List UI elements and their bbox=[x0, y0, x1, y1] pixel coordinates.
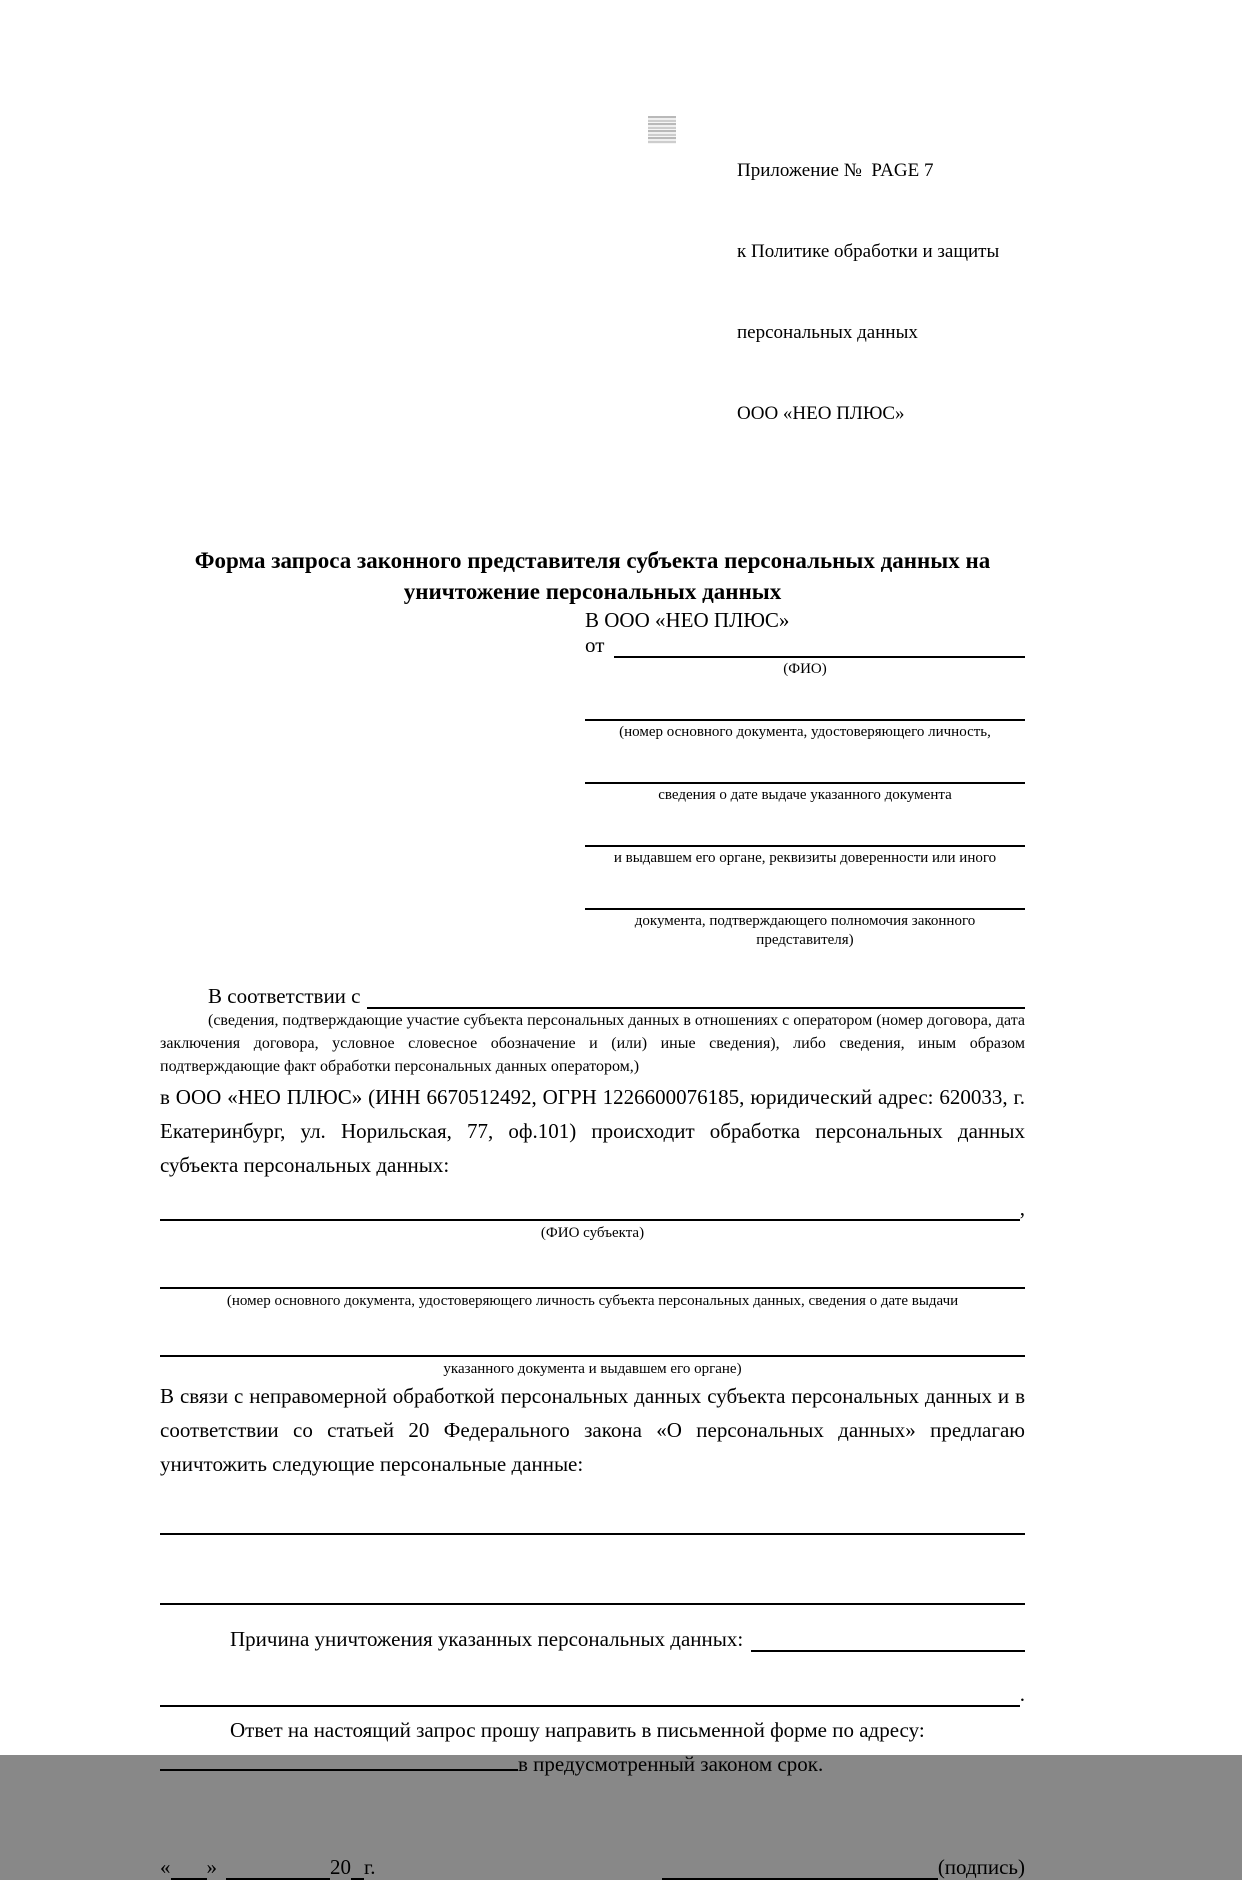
from-label: от bbox=[585, 633, 605, 657]
reason-row bbox=[160, 1627, 1025, 1652]
subject-doc-blank-line[interactable] bbox=[160, 1259, 1025, 1289]
doc-issue-date-caption: сведения о дате выдаче указанного документа bbox=[658, 787, 952, 803]
subject-fio-blank-line[interactable] bbox=[160, 1199, 1020, 1221]
appendix-line-2: к Политике обработки и защиты bbox=[737, 241, 1000, 262]
reason-blank-line-2[interactable] bbox=[160, 1685, 1020, 1707]
subject-fio-row bbox=[160, 1196, 1025, 1221]
operator-paragraph: в ООО «НЕО ПЛЮС» (ИНН 6670512492, ОГРН 1226600076185, юридический адрес: 620033, г. Екатеринбург, ул. Норильская, 77, оф.101) происходит обработка персональных данных субъекта персональных данных: bbox=[160, 1085, 1025, 1177]
data-to-destroy-lines bbox=[160, 1505, 1025, 1605]
reply-address-blank-line[interactable] bbox=[160, 1749, 518, 1771]
subject-fields bbox=[160, 1196, 1025, 1379]
addressee-company: В ООО «НЕО ПЛЮС» bbox=[585, 608, 790, 632]
accordance-note: (сведения, подтверждающие участие субъекта персональных данных в отношениях с оператором (номер договора, дата заключения договора, условное словесное обозначение и (или) иные сведения), либо сведения, иным образом подтверждающие факт обработки персональных данных оператором,) bbox=[160, 1012, 1026, 1075]
reply-paragraph bbox=[160, 1713, 1025, 1781]
accordance-blank-line[interactable] bbox=[367, 987, 1026, 1009]
doc-authority-caption: и выдавшем его органе, реквизиты доверенности или иного bbox=[613, 850, 997, 866]
accordance-section bbox=[160, 984, 1025, 1078]
subject-fio-caption: (ФИО субъекта) bbox=[540, 1225, 645, 1241]
addressee-block bbox=[585, 607, 1025, 950]
reply-line-1: Ответ на настоящий запрос прошу направить в письменной форме по адресу: bbox=[230, 1718, 925, 1742]
destroy-data-blank-line-1[interactable] bbox=[160, 1505, 1025, 1535]
date-year-blank[interactable] bbox=[351, 1858, 364, 1880]
fio-caption: (ФИО) bbox=[783, 661, 827, 677]
date-day-blank[interactable] bbox=[171, 1858, 207, 1880]
reason-continuation-row bbox=[160, 1682, 1025, 1707]
appendix-line-1: Приложение № PAGE 7 bbox=[737, 160, 934, 181]
subject-doc-issuer-blank-line[interactable] bbox=[160, 1327, 1025, 1357]
doc-powers-blank-line[interactable] bbox=[585, 880, 1025, 910]
form-title: Форма запроса законного представителя субъекта персональных данных на уничтожение персональных данных bbox=[194, 548, 991, 604]
doc-issue-date-blank-line[interactable] bbox=[585, 754, 1025, 784]
reason-blank-line[interactable] bbox=[751, 1630, 1025, 1652]
signature-blank-line[interactable] bbox=[662, 1858, 938, 1880]
signature-field bbox=[662, 1855, 1025, 1880]
subject-doc-caption-2: указанного документа и выдавшем его органе) bbox=[443, 1361, 742, 1377]
subject-doc-caption-1: (номер основного документа, удостоверяющего личность субъекта персональных данных, сведения о дате выдачи bbox=[226, 1293, 959, 1309]
reason-label: Причина уничтожения указанных персональных данных: bbox=[230, 1627, 744, 1651]
trailing-period: . bbox=[1019, 1682, 1025, 1706]
appendix-header bbox=[737, 103, 1025, 481]
trailing-comma: , bbox=[1019, 1196, 1025, 1220]
text-lines-icon bbox=[648, 116, 676, 144]
appendix-line-4: ООО «НЕО ПЛЮС» bbox=[737, 403, 905, 424]
accordance-label: В соответствии с bbox=[208, 984, 361, 1008]
date-month-blank[interactable] bbox=[226, 1858, 330, 1880]
reply-line-2: в предусмотренный законом срок. bbox=[518, 1752, 824, 1776]
signature-caption: (подпись) bbox=[937, 1855, 1025, 1879]
date-field bbox=[160, 1855, 376, 1880]
doc-authority-blank-line[interactable] bbox=[585, 817, 1025, 847]
from-row bbox=[585, 633, 1025, 658]
representative-fio-blank-line[interactable] bbox=[614, 636, 1025, 658]
destroy-paragraph: В связи с неправомерной обработкой персональных данных субъекта персональных данных и в соответствии со статьей 20 Федерального закона «О персональных данных» предлагаю уничтожить следующие персональные данные: bbox=[160, 1384, 1025, 1476]
date-quote-close: » bbox=[206, 1855, 217, 1879]
signature-row bbox=[160, 1855, 1025, 1880]
appendix-line-3: персональных данных bbox=[737, 322, 918, 343]
doc-powers-caption: документа, подтверждающего полномочия законного представителя) bbox=[634, 913, 976, 948]
doc-number-blank-line[interactable] bbox=[585, 691, 1025, 721]
date-quote-open: « bbox=[160, 1855, 171, 1879]
destroy-data-blank-line-2[interactable] bbox=[160, 1575, 1025, 1605]
doc-number-caption: (номер основного документа, удостоверяющего личность, bbox=[619, 724, 991, 740]
date-year-suffix: г. bbox=[364, 1855, 376, 1879]
date-year-prefix: 20 bbox=[330, 1855, 351, 1879]
